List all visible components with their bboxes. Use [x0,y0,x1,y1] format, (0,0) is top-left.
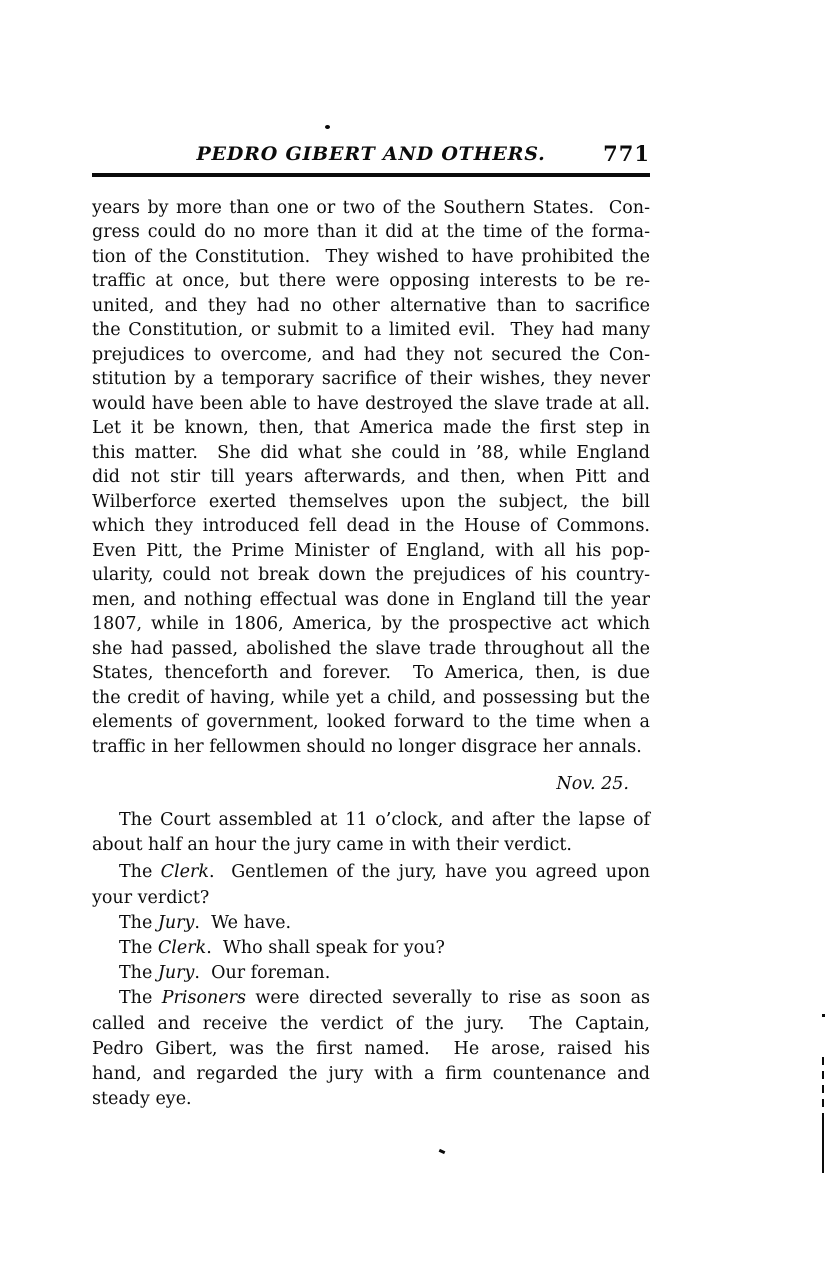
text-line: tion of the Constitution. They wished to have prohibited the [92,246,650,267]
text-line: prejudices to overcome, and had they not secured the Con- [92,344,650,365]
header-rule [92,173,650,177]
scan-artifact-dashed-line [822,1057,824,1113]
text-line: she had passed, abolished the slave trade throughout all the [92,638,650,659]
paragraph-date-line [92,772,650,797]
scan-artifact-solid-line [822,1113,824,1173]
text-line: united, and they had no other alternative than to sacrifice [92,295,650,316]
text-line: years by more than one or two of the Southern States. Con- [92,197,650,218]
page-number: 771 [603,141,650,166]
scan-artifact-dot [325,125,330,129]
text-line: this matter. She did what she could in ’88, while England [92,442,650,463]
text-column [92,143,650,1112]
text-line: Wilberforce exerted themselves upon the subject, the bill [92,491,650,512]
running-header-title: PEDRO GIBERT AND OTHERS. [196,143,546,165]
text-line: steady eye. [92,1089,192,1110]
text-line: The Jury. We have. [119,912,292,933]
text-line: which they introduced fell dead in the House of Commons. [92,516,650,536]
paragraph-clerk-speak [92,936,650,961]
text-line: ularity, could not break down the prejudices of his country- [92,565,650,585]
text-line: traffic in her fellowmen should no longer disgrace her annals. [92,736,642,757]
text-line: The Jury. Our foreman. [119,963,331,984]
paragraph-clerk-question [92,860,650,910]
scan-artifact-tick [439,1149,446,1154]
text-line: The Court assembled at 11 o’clock, and after the lapse of [119,810,650,830]
text-line: hand, and regarded the jury with a firm countenance and [92,1064,650,1085]
text-line: Let it be known, then, that America made the first step in [92,418,650,438]
text-line: The Clerk. Gentlemen of the jury, have you agreed upon [119,862,650,883]
text-line: did not stir till years afterwards, and then, when Pitt and [92,467,650,487]
text-line: Pedro Gibert, was the first named. He arose, raised his [92,1038,650,1059]
text-line: gress could do no more than it did at the time of the forma- [92,222,650,242]
paragraph-prisoners [92,986,650,1112]
paragraph-jury-we-have [92,911,650,936]
text-line: the Constitution, or submit to a limited evil. They had many [92,320,650,340]
text-line: called and receive the verdict of the jury. The Captain, [92,1013,650,1034]
text-line: Nov. 25. [556,774,629,794]
text-line: The Prisoners were directed severally to rise as soon as [119,988,650,1009]
text-line: your verdict? [92,887,210,908]
scan-artifact-dot-right [822,1014,825,1017]
page-body [92,196,650,1113]
paragraph-jury-foreman [92,961,650,986]
paragraph-court-assembled [92,808,650,858]
text-line: men, and nothing effectual was done in England till the year [92,589,650,610]
text-line: would have been able to have destroyed the slave trade at all. [92,393,650,414]
text-line: States, thenceforth and forever. To America, then, is due [92,663,650,683]
text-line: about half an hour the jury came in with their verdict. [92,835,572,856]
text-line: The Clerk. Who shall speak for you? [119,938,445,959]
text-line: 1807, while in 1806, America, by the prospective act which [92,614,650,634]
text-line: Even Pitt, the Prime Minister of England, with all his pop- [92,540,650,561]
text-line: traffic at once, but there were opposing interests to be re- [92,271,650,291]
running-header [92,143,650,173]
text-line: stitution by a temporary sacrifice of their wishes, they never [92,369,650,389]
paragraph-continuation [92,196,650,760]
text-line: elements of government, looked forward to the time when a [92,712,650,732]
text-line: the credit of having, while yet a child, and possessing but the [92,687,650,708]
